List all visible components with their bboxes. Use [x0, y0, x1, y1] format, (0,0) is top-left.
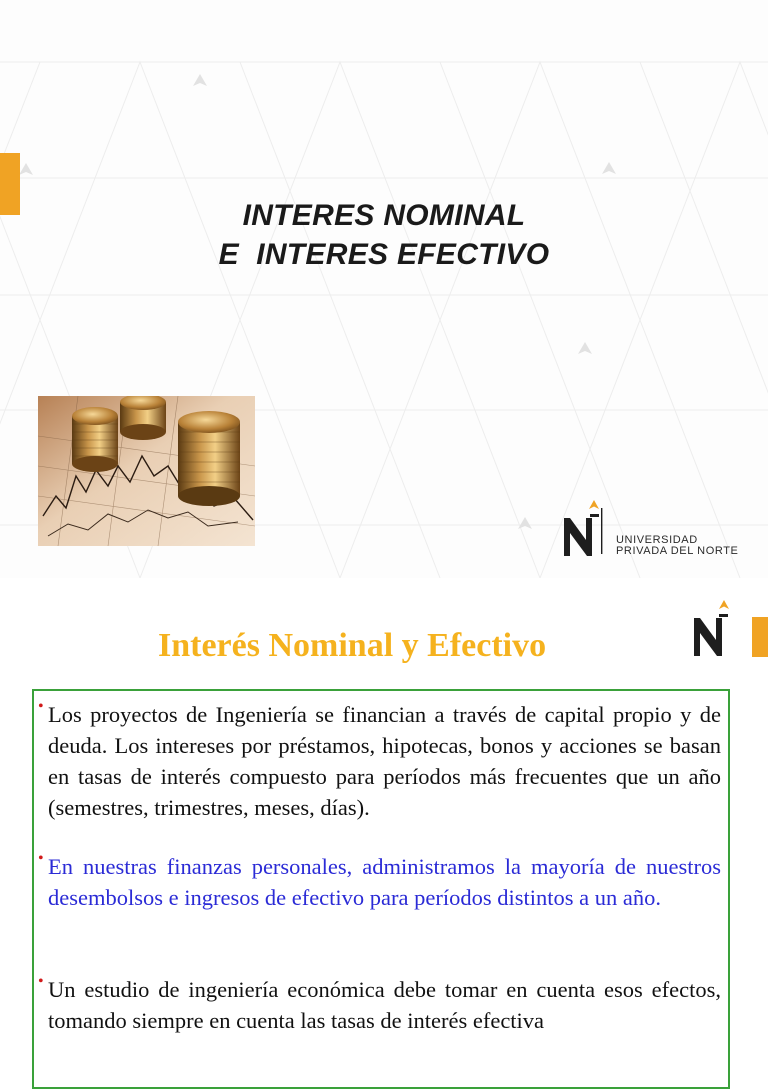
slide-title-line-2: E INTERES EFECTIVO [218, 238, 550, 271]
paragraph-text: En nuestras finanzas personales, administramos la mayoría de nuestros desembolsos e ingresos de efectivo para períodos distintos a un año. [48, 854, 721, 910]
university-name-line-2: PRIVADA DEL NORTE [616, 545, 739, 557]
paragraph-personal-finance [38, 850, 721, 913]
slide-title-line-1: INTERES NOMINAL [242, 199, 526, 232]
bullet-icon: • [38, 850, 44, 867]
accent-bar-right [752, 617, 768, 657]
slide-title [0, 196, 768, 274]
coins-on-chart-photo [38, 396, 255, 546]
bullet-icon: • [38, 698, 44, 715]
upn-n-logo-icon [690, 600, 734, 658]
section-heading: Interés Nominal y Efectivo [158, 627, 547, 664]
paragraph-text: Un estudio de ingeniería económica debe tomar en cuenta esos efectos, tomando siempre en cuenta las tasas de interés efectiva [48, 977, 721, 1033]
bullet-icon: • [38, 973, 44, 990]
university-name [616, 535, 738, 557]
university-name-line-1: UNIVERSIDAD [616, 534, 698, 546]
paragraph-text: Los proyectos de Ingeniería se financian a través de capital propio y de deuda. Los intereses por préstamos, hipotecas, bonos y acciones se basan en tasas de interés compuesto para períodos más frecuentes que un año (semestres, trimestres, meses, días). [48, 702, 721, 820]
paragraph-financing [38, 698, 721, 823]
paragraph-engineering-study [38, 973, 721, 1036]
